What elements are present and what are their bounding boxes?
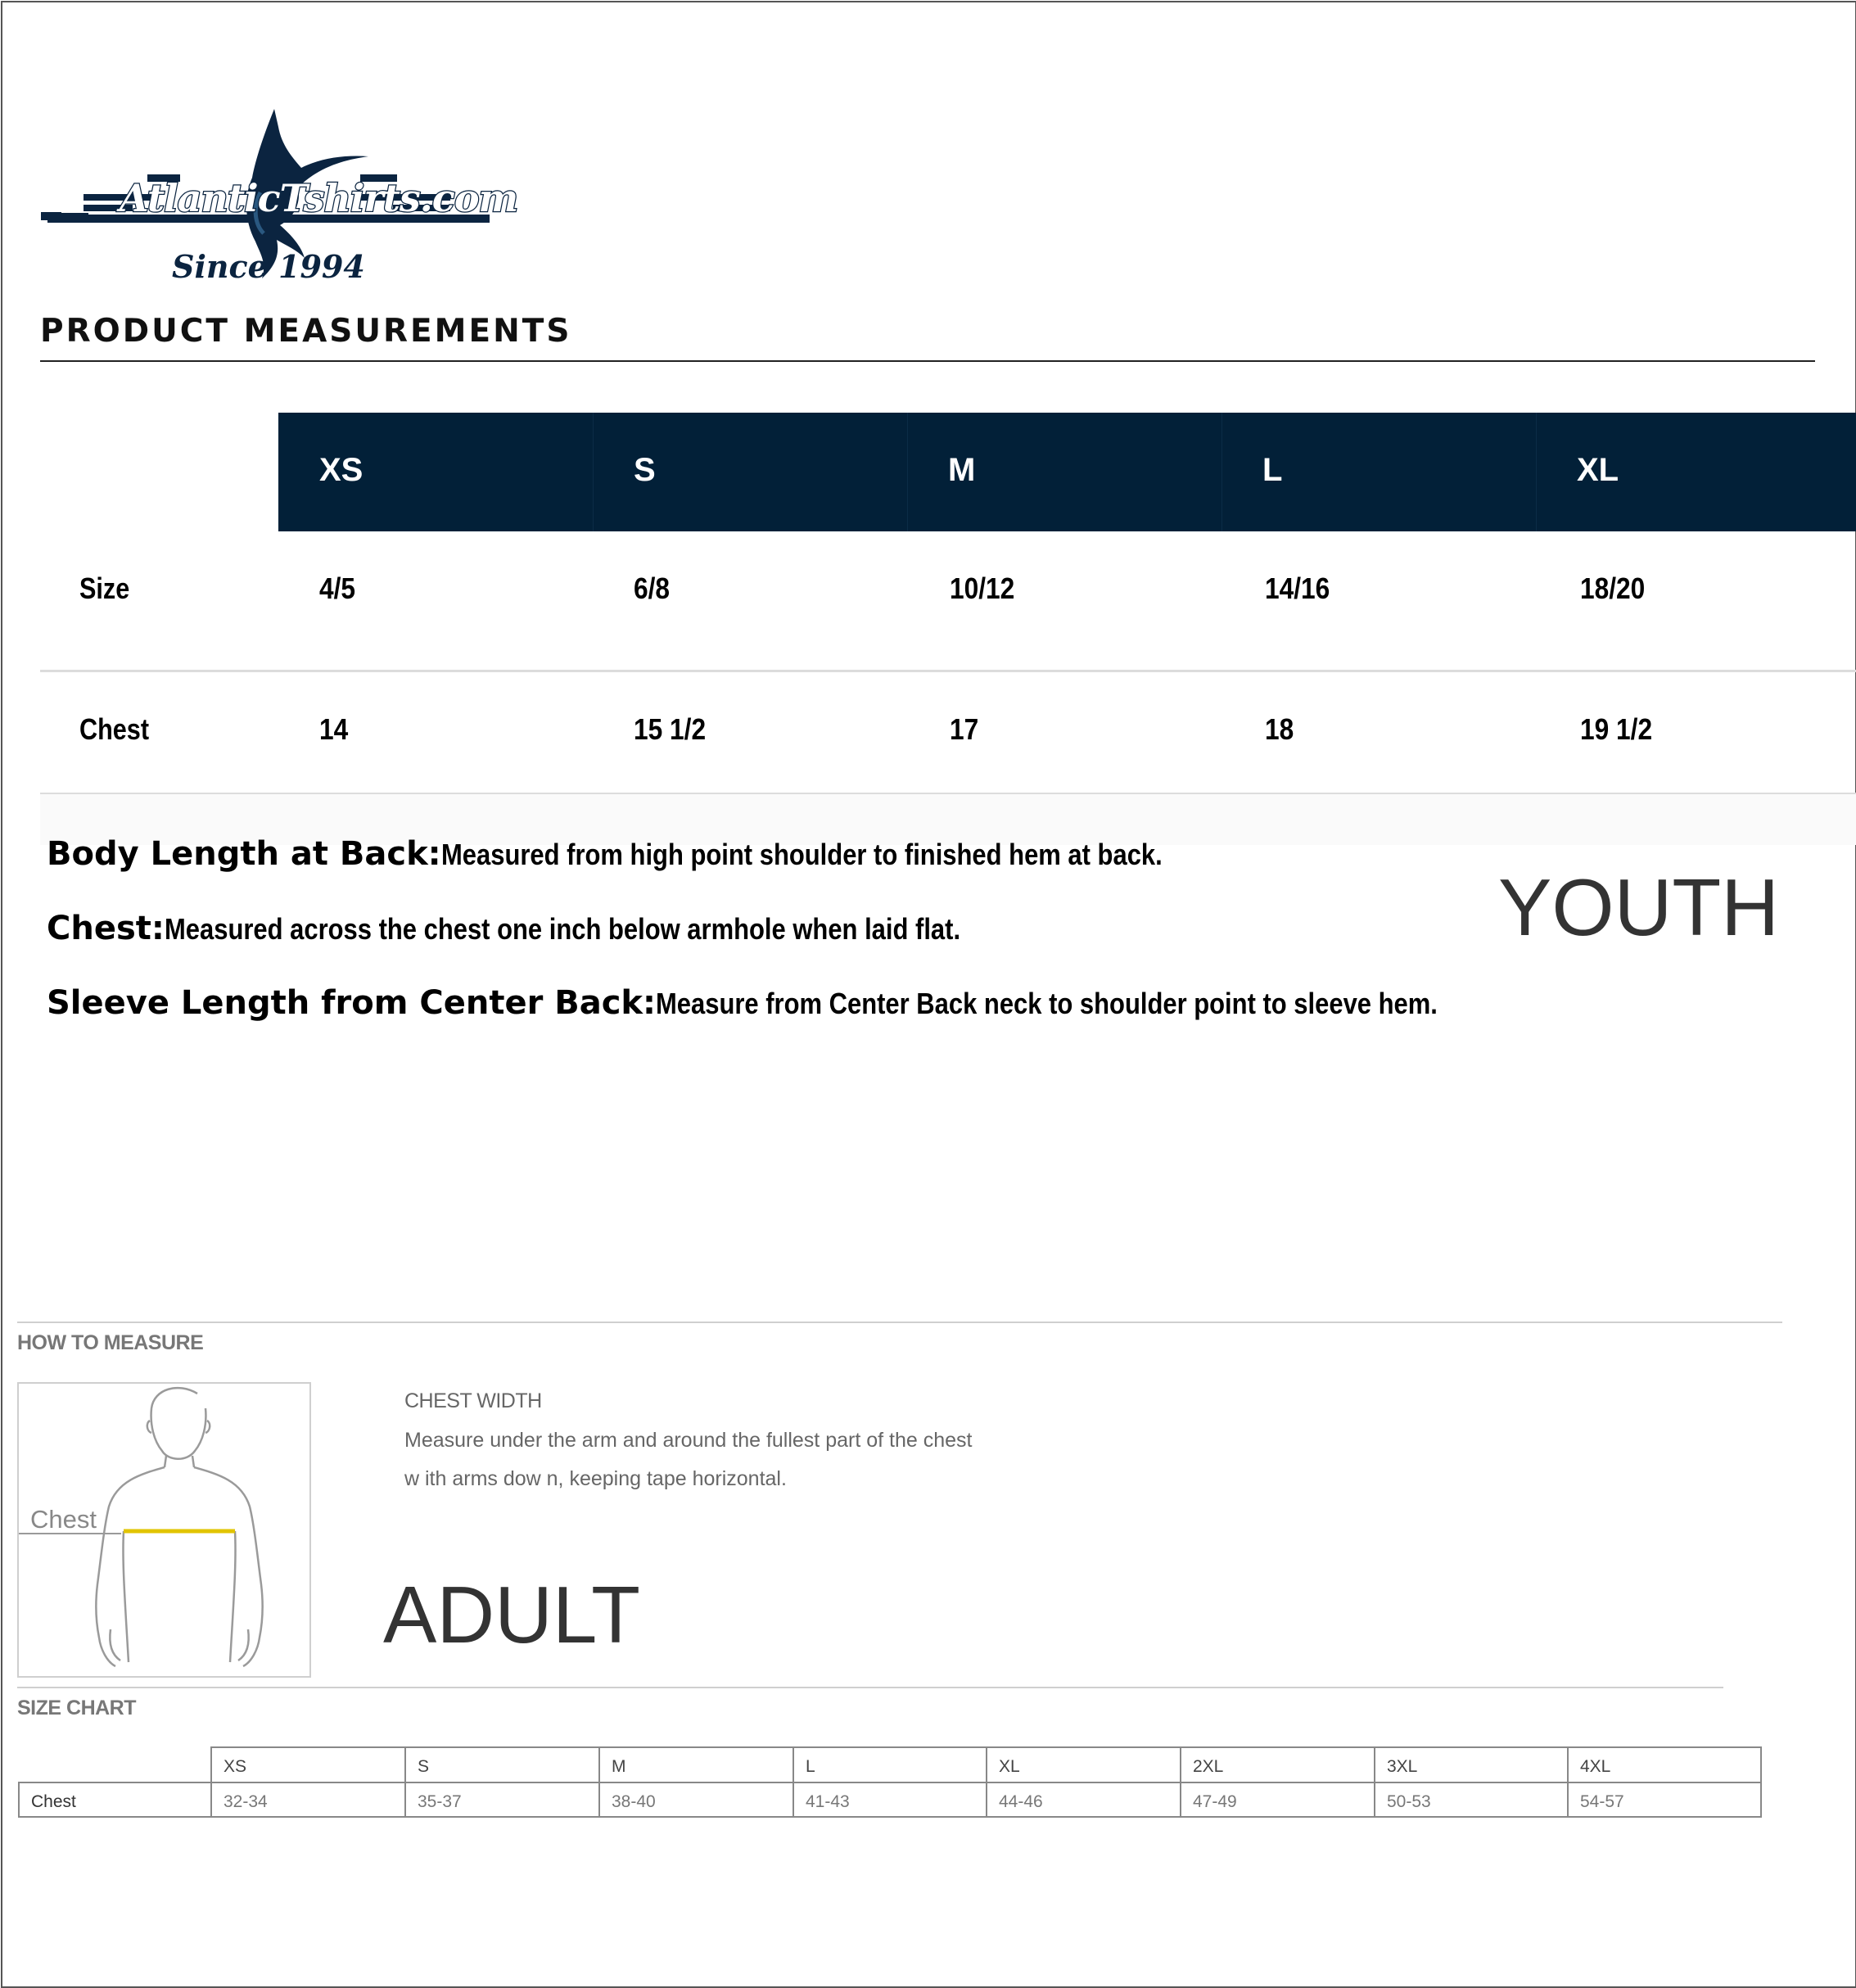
size-header: S	[418, 1757, 430, 1776]
size-header: XL	[999, 1757, 1020, 1776]
youth-size-header: L	[1262, 452, 1283, 488]
definition-term: Chest:	[47, 910, 165, 947]
section-divider	[17, 1322, 1782, 1323]
definition-text: Measure from Center Back neck to shoulder point to sleeve hem.	[656, 987, 1438, 1020]
youth-size-header-cell	[1222, 413, 1537, 531]
cell-value: 54-57	[1580, 1792, 1624, 1811]
chest-measure-figure	[17, 1382, 311, 1678]
youth-size-header-cell	[907, 413, 1222, 531]
definition-sleeve-length	[47, 984, 1565, 1022]
cell-value: 44-46	[999, 1792, 1043, 1811]
cell-value: 19 1/2	[1580, 712, 1653, 746]
table-border	[1760, 1746, 1762, 1818]
adult-label: ADULT	[383, 1570, 641, 1660]
size-header: 4XL	[1580, 1757, 1611, 1776]
cell-value: 47-49	[1193, 1792, 1237, 1811]
row-label: Chest	[79, 712, 150, 746]
cell-value: 6/8	[634, 572, 671, 605]
youth-size-header: M	[948, 452, 976, 488]
cell-value: 15 1/2	[634, 712, 707, 746]
youth-label: YOUTH	[1498, 862, 1779, 952]
row-label: Chest	[31, 1792, 76, 1811]
youth-size-header: S	[634, 452, 656, 488]
table-border	[18, 1782, 20, 1818]
definition-term: Body Length at Back:	[47, 835, 441, 873]
table-border	[18, 1782, 1762, 1783]
title-divider	[40, 360, 1815, 362]
figure-chest-label: Chest	[30, 1505, 97, 1534]
size-header: 3XL	[1387, 1757, 1418, 1776]
cell-value: 32-34	[224, 1792, 268, 1811]
definition-text: Measured across the chest one inch below armhole when laid flat.	[164, 912, 960, 946]
cell-value: 14/16	[1265, 572, 1330, 605]
chest-width-instructions: w ith arms dow n, keeping tape horizontal.	[404, 1467, 787, 1490]
page-title: PRODUCT MEASUREMENTS	[40, 313, 572, 350]
definition-text: Measured from high point shoulder to finished hem at back.	[440, 838, 1163, 871]
youth-table-header	[278, 413, 1856, 531]
definition-body-length	[47, 835, 1280, 873]
cell-value: 18	[1265, 712, 1294, 746]
table-border	[18, 1816, 1762, 1818]
row-divider	[40, 670, 1856, 672]
cell-value: 50-53	[1387, 1792, 1431, 1811]
cell-value: 35-37	[418, 1792, 462, 1811]
table-border	[793, 1746, 794, 1818]
cell-value: 18/20	[1580, 572, 1646, 605]
size-header: M	[612, 1757, 626, 1776]
size-header: XS	[224, 1757, 247, 1776]
youth-size-header-cell	[593, 413, 908, 531]
table-border	[986, 1746, 987, 1818]
table-border	[1374, 1746, 1375, 1818]
definition-chest	[47, 910, 1090, 947]
cell-value: 4/5	[319, 572, 356, 605]
how-to-measure-heading: HOW TO MEASURE	[17, 1331, 204, 1354]
table-border	[598, 1746, 600, 1818]
table-border	[404, 1746, 406, 1818]
cell-value: 10/12	[950, 572, 1015, 605]
size-chart-heading: SIZE CHART	[17, 1697, 136, 1719]
size-header: L	[806, 1757, 815, 1776]
cell-value: 38-40	[612, 1792, 656, 1811]
brand-logo	[41, 102, 518, 295]
youth-size-header: XL	[1577, 452, 1619, 488]
youth-size-header: XS	[319, 452, 364, 488]
row-label: Size	[79, 572, 130, 605]
chest-width-title: CHEST WIDTH	[404, 1389, 542, 1412]
logo-wordmark: AtlanticTshirts.com	[120, 176, 518, 220]
definition-term: Sleeve Length from Center Back:	[47, 984, 657, 1022]
youth-size-header-cell	[1536, 413, 1850, 531]
table-border	[210, 1746, 212, 1818]
table-border	[1567, 1746, 1569, 1818]
cell-value: 14	[319, 712, 349, 746]
logo-since: Since 1994	[172, 248, 365, 285]
table-border	[1180, 1746, 1181, 1818]
chest-width-instructions: Measure under the arm and around the fullest part of the chest	[404, 1429, 973, 1452]
section-divider	[17, 1687, 1723, 1688]
cell-value: 17	[950, 712, 979, 746]
cell-value: 41-43	[806, 1792, 850, 1811]
size-header: 2XL	[1193, 1757, 1224, 1776]
youth-size-header-cell	[278, 413, 594, 531]
